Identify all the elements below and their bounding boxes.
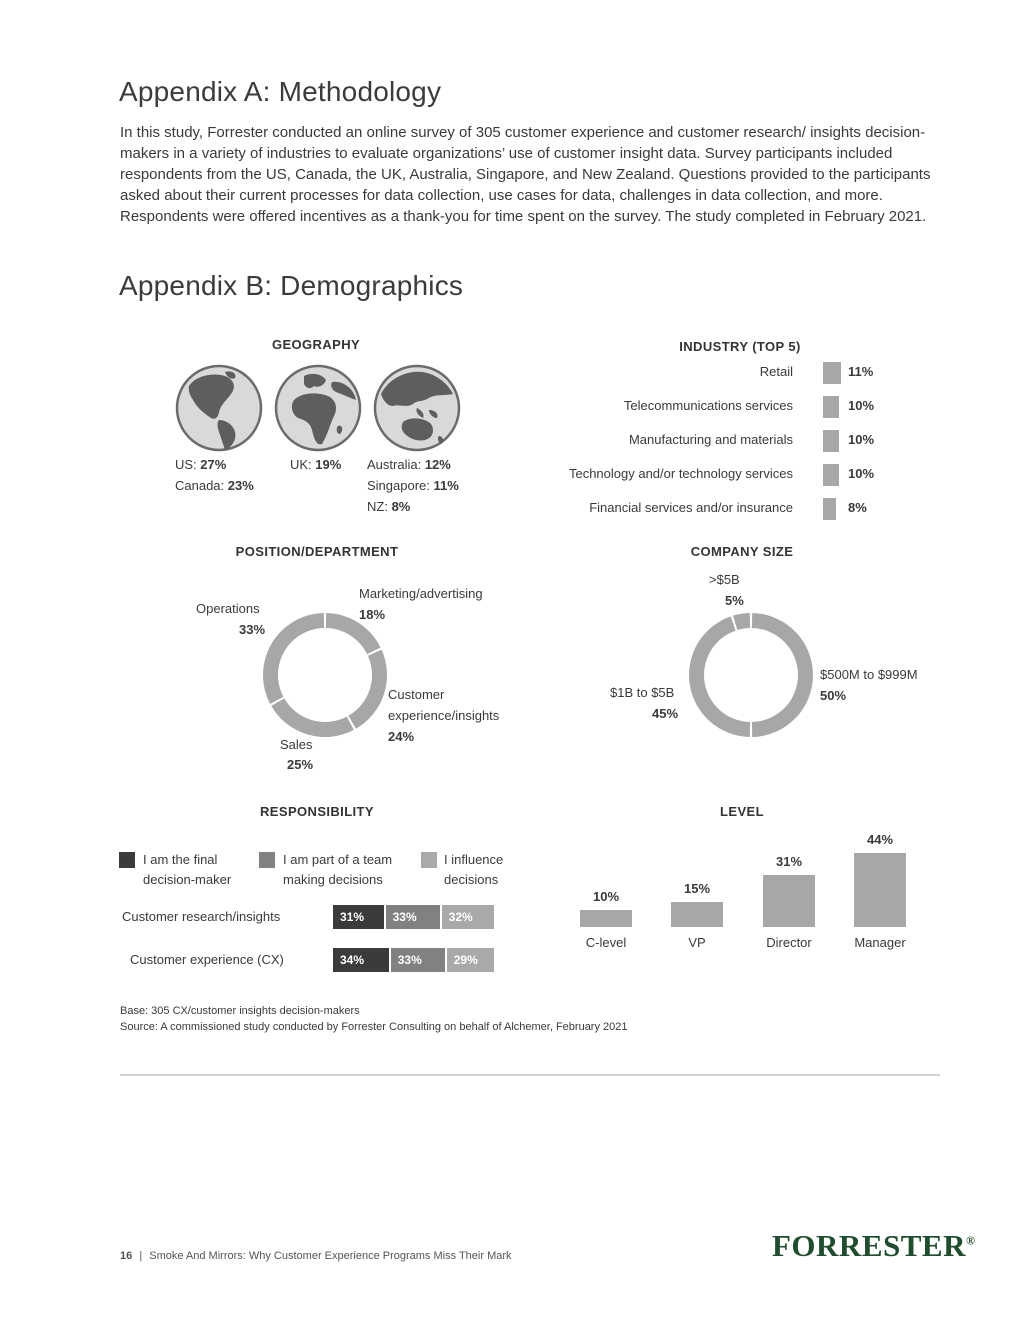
pos-operations-value: 33% [239, 622, 266, 637]
level-bar [763, 875, 815, 927]
globe-asia-oceania-icon [373, 364, 461, 452]
industry-bar [823, 362, 841, 384]
position-slice [271, 698, 354, 737]
geo-singapore: Singapore: 11% [367, 478, 459, 493]
pos-cx-label-line2: experience/insights [388, 708, 500, 723]
level-value: 10% [592, 889, 620, 905]
level-bar [854, 853, 906, 927]
pos-marketing-label: Marketing/advertising [359, 586, 483, 601]
forrester-logo [772, 1228, 975, 1264]
legend-team-line2: making decisions [283, 872, 383, 887]
footnote-source: Source: A commissioned study conducted by Forrester Consulting on behalf of Alchemer, February 2021 [120, 1021, 628, 1033]
company-size-donut [681, 605, 821, 745]
industry-title: INDUSTRY (TOP 5) [679, 339, 801, 354]
legend-team [283, 850, 392, 890]
legend-swatch-team [259, 852, 275, 868]
industry-label: Technology and/or technology services [568, 466, 793, 481]
position-title: POSITION/DEPARTMENT [235, 544, 399, 559]
size-500m-value: 50% [820, 688, 847, 703]
page-number: 16 [120, 1250, 133, 1262]
industry-label: Manufacturing and materials [628, 432, 793, 447]
responsibility-segment: 31% [333, 905, 384, 929]
responsibility-segment: 33% [391, 948, 446, 972]
footer-separator: | [139, 1250, 143, 1262]
responsibility-segment: 33% [386, 905, 441, 929]
company-size-slice [689, 616, 750, 737]
industry-value: 8% [848, 500, 867, 515]
legend-final-line1: I am the final [143, 852, 218, 867]
industry-bar [823, 430, 839, 452]
pos-cx-label-line1: Customer [388, 687, 445, 702]
resp-row-cx-label: Customer experience (CX) [130, 952, 284, 967]
pos-sales-label: Sales [280, 737, 313, 752]
geo-uk: UK: 19% [290, 457, 342, 472]
industry-label: Retail [759, 364, 793, 379]
responsibility-title: RESPONSIBILITY [260, 804, 374, 819]
industry-value: 11% [848, 364, 874, 379]
size-500m-label: $500M to $999M [820, 667, 918, 682]
level-title: LEVEL [720, 804, 764, 819]
company-size-title: COMPANY SIZE [690, 544, 794, 559]
geo-us: US: 27% [175, 457, 227, 472]
appendix-b-title: Appendix B: Demographics [119, 270, 464, 301]
methodology-paragraph: In this study, Forrester conducted an online survey of 305 customer experience and customer research/ insights decision-makers in a variety of industries to evaluate organizations’ use of customer insight data. Survey participants included respondents from the US, Canada, the UK, Australia, Singapore, and New Zealand. Questions provided to the participants asked about their current processes for data collection, use cases for data, challenges in data collection, and more. Respondents were offered incentives as a thank-you for time spent on the survey. The study completed in February 2021. [120, 124, 931, 225]
level-category: Manager [854, 935, 906, 950]
pos-sales-value: 25% [287, 757, 314, 772]
level-value: 31% [775, 853, 803, 869]
industry-bar [823, 464, 839, 486]
industry-value: 10% [848, 432, 875, 447]
pos-marketing-value: 18% [359, 607, 386, 622]
legend-final-line2: decision-maker [143, 872, 232, 887]
level-category: Director [766, 935, 812, 950]
globe-americas-icon [175, 364, 263, 452]
resp-row-research-label: Customer research/insights [122, 909, 281, 924]
level-category: VP [688, 935, 706, 950]
company-size-slice [733, 613, 750, 630]
industry-value: 10% [848, 398, 875, 413]
geo-canada: Canada: 23% [175, 478, 254, 493]
globe-europe-africa-icon [274, 364, 362, 452]
industry-bar [823, 498, 836, 520]
legend-team-line1: I am part of a team [283, 852, 393, 867]
pos-operations-label: Operations [196, 601, 260, 616]
level-category: C-level [585, 935, 627, 950]
appendix-a-title: Appendix A: Methodology [119, 76, 442, 107]
position-slice [348, 650, 387, 729]
industry-label: Financial services and/or insurance [589, 500, 793, 515]
page-footer [120, 1250, 512, 1262]
geo-australia: Australia: 12% [367, 457, 451, 472]
logo-registered-mark: ® [965, 1233, 976, 1248]
industry-value: 10% [848, 466, 875, 481]
position-slice [263, 613, 324, 704]
legend-influence-line2: decisions [444, 872, 499, 887]
footer-divider [120, 1074, 940, 1076]
legend-swatch-final [119, 852, 135, 868]
geography-title: GEOGRAPHY [271, 337, 361, 352]
logo-text: FORRESTER [772, 1228, 966, 1263]
report-title: Smoke And Mirrors: Why Customer Experience Programs Miss Their Mark [149, 1250, 512, 1262]
industry-bar [823, 396, 839, 418]
legend-influence [444, 850, 503, 890]
size-gt5b-label: >$5B [709, 572, 740, 587]
level-value: 15% [683, 880, 711, 896]
size-1b-label: $1B to $5B [610, 685, 675, 700]
legend-swatch-influence [421, 852, 437, 868]
level-bar [671, 902, 723, 927]
legend-final [143, 850, 231, 890]
level-bar [580, 910, 632, 927]
company-size-slice [752, 613, 813, 737]
responsibility-segment: 32% [442, 905, 495, 929]
footnote-base: Base: 305 CX/customer insights decision-makers [120, 1005, 360, 1017]
level-value: 44% [866, 832, 894, 847]
responsibility-segment: 34% [333, 948, 389, 972]
position-donut [255, 605, 395, 745]
geo-nz: NZ: 8% [367, 499, 411, 514]
size-gt5b-value: 5% [725, 593, 744, 608]
industry-label: Telecommunications services [623, 398, 793, 413]
size-1b-value: 45% [652, 706, 679, 721]
responsibility-segment: 29% [447, 948, 495, 972]
legend-influence-line1: I influence [444, 852, 504, 867]
pos-cx-value: 24% [388, 729, 415, 744]
